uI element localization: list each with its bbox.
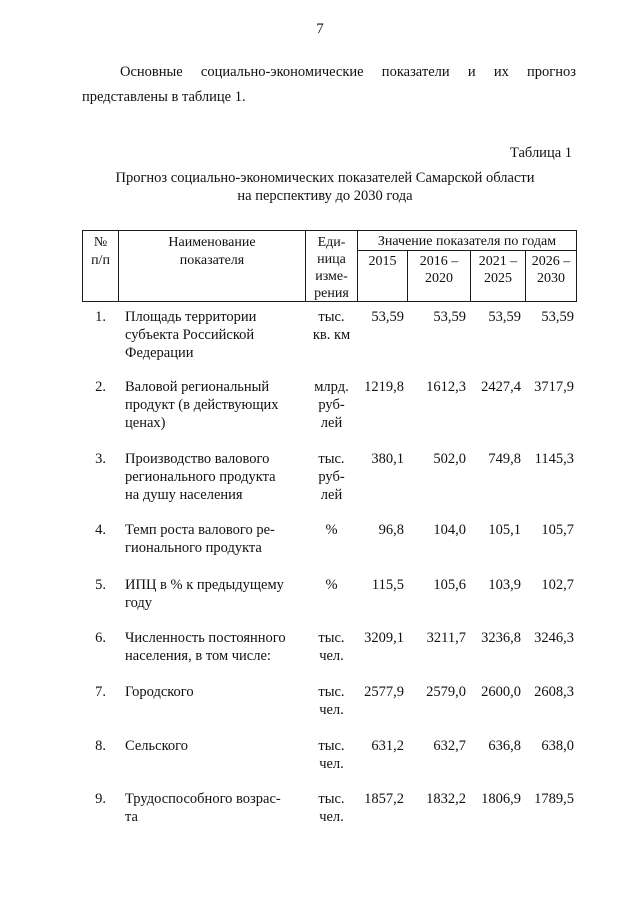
value-2026-2030: 1145,3	[534, 451, 574, 467]
row-unit-line: тыс.	[318, 738, 345, 754]
row-name-line: субъекта Российской	[125, 327, 255, 343]
years-group-divider	[357, 250, 576, 251]
row-unit-line: млрд.	[314, 379, 349, 395]
value-2021-2025: 105,1	[488, 522, 521, 538]
row-name	[125, 308, 305, 362]
value-2026-2030: 3717,9	[534, 379, 574, 395]
row-unit-line: %	[325, 577, 338, 593]
header-year-2026-2030	[526, 253, 576, 287]
row-name-line: Площадь территории	[125, 309, 257, 325]
row-name-line: ИПЦ в % к предыдущему	[125, 577, 284, 593]
header-year-line: 2020	[425, 271, 453, 286]
header-unit-line: рения	[314, 286, 349, 301]
row-unit-line: тыс.	[318, 684, 345, 700]
row-name	[125, 521, 305, 557]
value-2015: 2577,9	[364, 684, 404, 700]
value-2021-2025: 103,9	[488, 577, 521, 593]
header-name-line: Наименование	[168, 235, 256, 250]
row-name-line: Численность постоянного	[125, 630, 286, 646]
row-name	[125, 790, 305, 826]
header-year-line: 2021 –	[478, 254, 518, 269]
row-name-line: Федерации	[125, 345, 194, 361]
value-2021-2025: 53,59	[488, 309, 521, 325]
row-name	[125, 683, 305, 701]
value-2015: 96,8	[378, 522, 404, 538]
row-name-line: ценах)	[125, 415, 166, 431]
row-name-line: Городского	[125, 684, 194, 700]
table-title-line-2: на перспективу до 2030 года	[237, 188, 413, 204]
row-name	[125, 450, 305, 504]
row-unit	[306, 790, 357, 826]
value-2016-2020: 3211,7	[426, 630, 466, 646]
row-name-line: Темп роста валового ре-	[125, 522, 275, 538]
value-2016-2020: 1832,2	[426, 791, 466, 807]
header-year-line: 2025	[484, 271, 512, 286]
value-2021-2025: 749,8	[488, 451, 521, 467]
row-number: 8.	[95, 738, 106, 754]
value-2021-2025: 636,8	[488, 738, 521, 754]
row-unit-line: руб-	[318, 397, 345, 413]
header-year-line: 2026 –	[531, 254, 571, 269]
value-2016-2020: 53,59	[433, 309, 466, 325]
value-2016-2020: 632,7	[433, 738, 466, 754]
value-2015: 53,59	[371, 309, 404, 325]
row-unit-line: лей	[320, 487, 343, 503]
value-2026-2030: 105,7	[541, 522, 574, 538]
value-2016-2020: 105,6	[433, 577, 466, 593]
value-2015: 380,1	[371, 451, 404, 467]
row-unit	[306, 521, 357, 539]
header-top-border	[82, 230, 576, 231]
value-2015: 1219,8	[364, 379, 404, 395]
value-2015: 631,2	[371, 738, 404, 754]
row-unit	[306, 576, 357, 594]
value-2021-2025: 2427,4	[481, 379, 521, 395]
header-year-line: 2030	[537, 271, 565, 286]
header-unit-line: изме-	[315, 269, 348, 284]
row-name-line: та	[125, 809, 138, 825]
header-name	[119, 235, 305, 269]
row-name-line: населения, в том числе:	[125, 648, 271, 664]
row-number: 6.	[95, 630, 106, 646]
row-number: 2.	[95, 379, 106, 395]
row-number: 7.	[95, 684, 106, 700]
row-unit-line: тыс.	[318, 630, 345, 646]
row-unit-line: чел.	[319, 756, 344, 772]
row-name-line: продукт (в действующих	[125, 397, 279, 413]
table-title-line-1: Прогноз социально-экономических показателей Самарской области	[115, 170, 535, 186]
table-caption: Таблица 1	[510, 145, 573, 161]
row-number: 3.	[95, 451, 106, 467]
row-unit-line: лей	[320, 415, 343, 431]
value-2015: 115,5	[371, 577, 404, 593]
header-year-2021-2025	[471, 253, 525, 287]
value-2016-2020: 104,0	[433, 522, 466, 538]
value-2015: 1857,2	[364, 791, 404, 807]
value-2026-2030: 2608,3	[534, 684, 574, 700]
row-unit-line: кв. км	[312, 327, 351, 343]
row-name-line: гионального продукта	[125, 540, 262, 556]
header-years-group: Значение показателя по годам	[377, 234, 557, 249]
row-unit-line: чел.	[319, 648, 344, 664]
row-name-line: Производство валового	[125, 451, 270, 467]
row-unit	[306, 683, 357, 719]
row-unit	[306, 378, 357, 432]
value-2015: 3209,1	[364, 630, 404, 646]
col-line-right	[576, 230, 577, 302]
row-unit-line: руб-	[318, 469, 345, 485]
header-year-line: 2016 –	[419, 254, 459, 269]
row-number: 1.	[95, 309, 106, 325]
header-unit	[306, 234, 357, 302]
header-name-line: показателя	[179, 253, 245, 268]
value-2021-2025: 3236,8	[481, 630, 521, 646]
row-unit	[306, 308, 357, 344]
value-2021-2025: 1806,9	[481, 791, 521, 807]
value-2016-2020: 1612,3	[426, 379, 466, 395]
row-name-line: Сельского	[125, 738, 188, 754]
intro-paragraph-line-2: представлены в таблице 1.	[82, 89, 246, 105]
row-name-line: Трудоспособного возрас-	[125, 791, 281, 807]
row-number: 4.	[95, 522, 106, 538]
row-unit	[306, 450, 357, 504]
value-2026-2030: 1789,5	[534, 791, 574, 807]
page-number: 7	[316, 21, 324, 37]
header-num	[83, 235, 118, 269]
row-name	[125, 737, 305, 755]
header-year-line: 2015	[368, 254, 397, 269]
header-year-2016-2020	[408, 253, 470, 287]
row-name-line: регионального продукта	[125, 469, 276, 485]
row-unit-line: %	[325, 522, 338, 538]
row-name-line: на душу населения	[125, 487, 243, 503]
row-unit-line: чел.	[319, 702, 344, 718]
header-num-line: №	[93, 235, 108, 250]
row-unit	[306, 737, 357, 773]
value-2026-2030: 638,0	[541, 738, 574, 754]
row-name-line: году	[125, 595, 153, 611]
row-unit	[306, 629, 357, 665]
row-unit-line: тыс.	[318, 791, 345, 807]
header-unit-line: ница	[317, 252, 346, 267]
row-name	[125, 629, 305, 665]
value-2026-2030: 102,7	[541, 577, 574, 593]
row-number: 9.	[95, 791, 106, 807]
header-year-2015	[358, 253, 407, 270]
value-2026-2030: 3246,3	[534, 630, 574, 646]
header-num-line: п/п	[91, 253, 110, 268]
value-2016-2020: 502,0	[433, 451, 466, 467]
row-name	[125, 378, 305, 432]
value-2016-2020: 2579,0	[426, 684, 466, 700]
row-unit-line: тыс.	[318, 309, 345, 325]
intro-paragraph-line-1: Основные социально-экономические показатели и их прогноз	[120, 64, 576, 80]
value-2021-2025: 2600,0	[481, 684, 521, 700]
row-name	[125, 576, 305, 612]
row-unit-line: тыс.	[318, 451, 345, 467]
value-2026-2030: 53,59	[541, 309, 574, 325]
row-unit-line: чел.	[319, 809, 344, 825]
row-name-line: Валовой региональный	[125, 379, 270, 395]
header-unit-line: Еди-	[317, 235, 346, 250]
row-number: 5.	[95, 577, 106, 593]
